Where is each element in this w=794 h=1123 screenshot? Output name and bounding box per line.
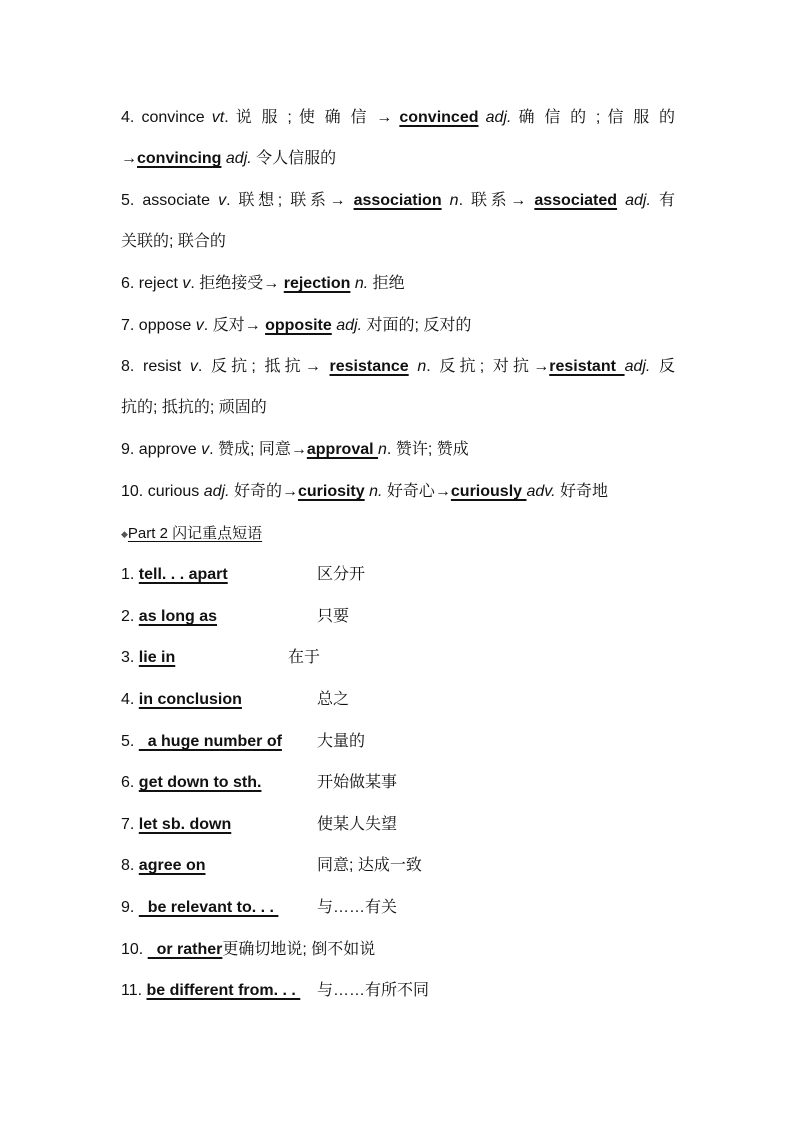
definition: 拒绝 xyxy=(368,275,405,292)
arrow: → xyxy=(510,192,535,209)
entry-number: 10. xyxy=(121,483,148,500)
part-of-speech: adj. xyxy=(625,192,651,209)
arrow: → xyxy=(533,358,550,375)
vocab-entry-convince-cont xyxy=(121,148,675,170)
arrow: → xyxy=(281,483,298,500)
phrase-english: be relevant to. . . xyxy=(138,899,279,916)
phrase-chinese: 总之 xyxy=(317,691,350,708)
part-of-speech: v xyxy=(201,441,210,458)
phrase-number: 3. xyxy=(121,649,139,666)
section-title: Part 2 闪记重点短语 xyxy=(127,525,263,543)
entry-word: convince xyxy=(141,109,205,126)
derived-word: approval xyxy=(306,441,379,458)
definition: . 拒绝接受 xyxy=(190,275,264,292)
part-of-speech: n. xyxy=(354,275,369,292)
definition: . 赞成; 同意 xyxy=(209,441,291,458)
definition: 有 xyxy=(650,192,675,209)
phrase-english: as long as xyxy=(138,608,218,625)
entry-word: curious xyxy=(147,483,200,500)
entry-number: 9. xyxy=(121,441,139,458)
part-of-speech: adv. xyxy=(526,483,556,500)
arrow: → xyxy=(290,441,307,458)
vocab-entry-resist xyxy=(121,356,675,378)
phrase-english: tell. . . apart xyxy=(138,566,228,583)
derived-word: associated xyxy=(534,192,618,209)
phrase-item xyxy=(121,606,350,628)
phrase-number: 9. xyxy=(121,899,139,916)
definition: . 说 服 ; 使 确 信 xyxy=(224,109,377,126)
part-of-speech: v xyxy=(182,275,191,292)
entry-number: 4. xyxy=(121,109,142,126)
derived-word: resistant xyxy=(549,358,625,375)
phrase-english: lie in xyxy=(138,649,176,666)
part-of-speech: n. xyxy=(369,483,383,500)
phrase-english: let sb. down xyxy=(138,816,232,833)
phrase-number: 7. xyxy=(121,816,139,833)
vocab-entry-curious xyxy=(121,481,675,503)
entry-word: approve xyxy=(138,441,197,458)
phrase-chinese: 与……有关 xyxy=(317,899,398,916)
phrase-english: in conclusion xyxy=(138,691,242,708)
part-of-speech: adj. xyxy=(624,358,651,375)
vocab-entry-approve xyxy=(121,439,675,461)
vocab-entry-oppose xyxy=(121,315,675,337)
part-of-speech: vt xyxy=(211,109,225,126)
phrase-chinese: 使某人失望 xyxy=(317,816,398,833)
derived-word: opposite xyxy=(265,317,332,334)
phrase-number: 11. xyxy=(121,982,147,999)
vocab-entry-associate-cont xyxy=(121,231,675,253)
vocab-entry-associate xyxy=(121,190,675,212)
entry-word: reject xyxy=(138,275,178,292)
entry-word: oppose xyxy=(138,317,192,334)
phrase-number: 6. xyxy=(121,774,139,791)
derived-word: curiosity xyxy=(297,483,365,500)
definition: 好奇地 xyxy=(555,483,608,500)
phrase-chinese: 更确切地说; 倒不如说 xyxy=(222,941,376,958)
part-of-speech: n xyxy=(417,358,427,375)
definition: 好奇的 xyxy=(229,483,282,500)
derived-word: convinced xyxy=(399,109,479,126)
definition: . 联系 xyxy=(458,192,511,209)
phrase-number: 8. xyxy=(121,857,139,874)
part-of-speech: adj. xyxy=(336,317,363,334)
arrow: → xyxy=(376,109,400,126)
definition: . 反抗; 抵抗 xyxy=(197,358,305,375)
phrase-item xyxy=(121,647,321,669)
phrase-item xyxy=(121,855,422,877)
phrase-chinese: 大量的 xyxy=(317,733,366,750)
entry-number: 6. xyxy=(121,275,139,292)
entry-number: 7. xyxy=(121,317,139,334)
phrase-item xyxy=(121,939,375,961)
phrase-item xyxy=(121,689,350,711)
diamond-bullet-icon: ◆ xyxy=(121,529,128,539)
part-of-speech: n xyxy=(378,441,387,458)
definition: . 赞许; 赞成 xyxy=(386,441,469,458)
phrase-chinese: 在于 xyxy=(288,649,321,666)
phrase-number: 1. xyxy=(121,566,139,583)
phrase-item xyxy=(121,772,398,794)
phrase-number: 10. xyxy=(121,941,148,958)
definition: 反 xyxy=(650,358,676,375)
phrase-item xyxy=(121,564,366,586)
part-of-speech: adj. xyxy=(225,150,252,167)
section-heading-part2 xyxy=(121,523,675,545)
derived-word: resistance xyxy=(329,358,409,375)
entry-word: resist xyxy=(143,358,182,375)
arrow: → xyxy=(263,275,284,292)
phrase-english: agree on xyxy=(138,857,206,874)
phrase-english: or rather xyxy=(147,941,223,958)
entry-word: associate xyxy=(142,192,210,209)
phrase-item xyxy=(121,814,398,836)
derived-word: curiously xyxy=(450,483,527,500)
definition: 好奇心 xyxy=(382,483,435,500)
part-of-speech: v xyxy=(189,358,198,375)
vocab-entry-resist-cont xyxy=(121,397,675,419)
phrase-chinese: 只要 xyxy=(317,608,350,625)
vocab-entry-reject xyxy=(121,273,675,295)
phrase-chinese: 开始做某事 xyxy=(317,774,398,791)
definition: 对面的; 反对的 xyxy=(362,317,472,334)
phrase-english: a huge number of xyxy=(138,733,282,750)
part-of-speech: adj. xyxy=(203,483,230,500)
vocab-entry-convince xyxy=(121,107,675,129)
entry-number: 5. xyxy=(121,192,143,209)
arrow: → xyxy=(434,483,451,500)
entry-number: 8. xyxy=(121,358,143,375)
derived-word: association xyxy=(353,192,442,209)
definition: . 联想; 联系 xyxy=(226,192,330,209)
part-of-speech: v xyxy=(218,192,227,209)
arrow: → xyxy=(329,192,354,209)
phrase-item xyxy=(121,897,398,919)
arrow: → xyxy=(121,150,137,167)
definition: . 反抗; 对抗 xyxy=(426,358,534,375)
part-of-speech: v xyxy=(195,317,204,334)
arrow: → xyxy=(304,358,330,375)
derived-word: rejection xyxy=(283,275,351,292)
definition: . 反对 xyxy=(203,317,245,334)
phrase-chinese: 同意; 达成一致 xyxy=(317,857,422,874)
definition: 抗的; 抵抗的; 顽固的 xyxy=(121,399,267,416)
phrase-number: 4. xyxy=(121,691,139,708)
phrase-item xyxy=(121,980,430,1002)
phrase-english: get down to sth. xyxy=(138,774,262,791)
phrase-chinese: 与……有所不同 xyxy=(317,982,430,999)
definition: 关联的; 联合的 xyxy=(121,233,226,250)
phrase-number: 2. xyxy=(121,608,139,625)
definition: 确 信 的 ; 信 服 的 xyxy=(511,109,676,126)
phrase-chinese: 区分开 xyxy=(317,566,366,583)
derived-word: convincing xyxy=(137,150,222,167)
part-of-speech: n xyxy=(449,192,459,209)
part-of-speech: adj. xyxy=(485,109,512,126)
phrase-item xyxy=(121,731,366,753)
arrow: → xyxy=(244,317,266,334)
definition: 令人信服的 xyxy=(251,150,337,167)
phrase-number: 5. xyxy=(121,733,139,750)
phrase-english: be different from. . . xyxy=(146,982,301,999)
